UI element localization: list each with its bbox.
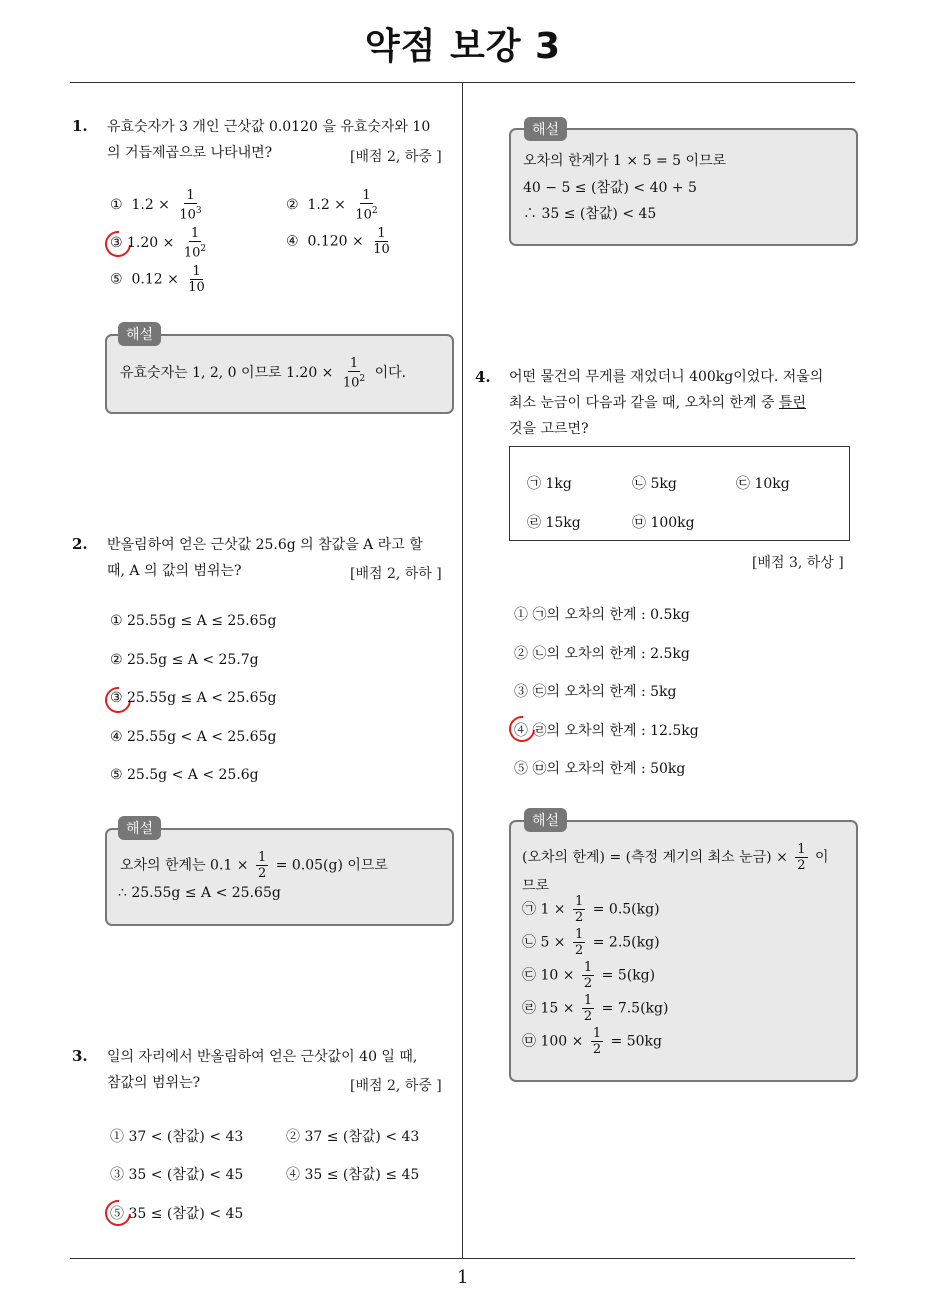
q3-option-5[interactable]: ⑤ 35 ≤ (참값) < 45 [110, 1206, 244, 1222]
q4-option-3[interactable]: ③ ㉢의 오차의 한계 : 5kg [514, 684, 677, 700]
page-title: 약점 보강 3 [364, 26, 562, 67]
option-expr: 1.2 × [307, 197, 346, 214]
option-mark: ④ [286, 233, 299, 250]
option-expr: 0.120 × [307, 233, 364, 250]
q2-meta: [배점 2, 하하 ] [350, 566, 442, 582]
q4-solution-row: ㉡ 5 × $\frac{1}{2}$ = 2.5(kg) [522, 927, 660, 958]
q4-line1: 어떤 물건의 무게를 재었더니 400kg이었다. 저울의 [509, 369, 824, 385]
scale-item: ㉡ 5kg [632, 476, 677, 492]
option-mark: ① [110, 197, 123, 214]
q4-solution-head: (오차의 한계) = (측정 계기의 최소 눈금) × $\frac{1}{2}$ 이 [522, 842, 829, 873]
q1-option-4[interactable] [286, 226, 395, 257]
fraction: $\frac{1}{10^2}$ [355, 188, 378, 223]
q4-option-1[interactable]: ① ㉠의 오차의 한계 : 0.5kg [514, 607, 690, 623]
scale-item: ㉠ 1kg [527, 476, 572, 492]
q2-option-5[interactable]: ⑤ 25.5g < A < 25.6g [110, 767, 259, 783]
option-mark: ⑤ [110, 271, 123, 288]
q1-line2: 의 거듭제곱으로 나타내면? [107, 145, 273, 161]
q1-option-1[interactable] [110, 188, 207, 222]
q1-number: 1. [72, 117, 88, 135]
option-expr: 1.2 × [131, 197, 170, 214]
q4-line2: 최소 눈금이 다음과 같을 때, 오차의 한계 중 틀린 [509, 395, 807, 411]
fraction: $\frac{1}{2}$ [257, 850, 267, 881]
scale-item: ㉤ 100kg [632, 515, 695, 531]
option-mark: ③ [110, 235, 123, 252]
q2-solution-line2: ∴ 25.55g ≤ A < 25.65g [118, 885, 281, 901]
fraction: $\frac{1}{2}$ [797, 842, 806, 873]
q4-solution-row: ㉣ 15 × $\frac{1}{2}$ = 7.5(kg) [522, 993, 669, 1024]
q4-solution-row: ㉢ 10 × $\frac{1}{2}$ = 5(kg) [522, 960, 656, 991]
underlined-word: 틀린 [778, 395, 807, 411]
q2-solution-line1: 오차의 한계는 0.1 × $\frac{1}{2}$ = 0.05(g) 이므로 [120, 850, 388, 881]
q2-line2: 때, A 의 값의 범위는? [107, 563, 242, 579]
scale-item: ㉢ 10kg [736, 476, 790, 492]
q1-meta: [배점 2, 하중 ] [350, 149, 442, 165]
q2-option-2[interactable]: ② 25.5g ≤ A < 25.7g [110, 652, 259, 668]
option-expr: 1.20 × [127, 235, 175, 252]
q3-option-4[interactable]: ④ 35 ≤ (참값) ≤ 45 [286, 1167, 420, 1183]
q3-meta: [배점 2, 하중 ] [350, 1078, 442, 1094]
q2-number: 2. [72, 535, 88, 553]
column-divider [462, 83, 463, 1258]
fraction: $\frac{1}{10^2}$ [342, 356, 366, 391]
q4-solution-head-2: 므로 [522, 878, 550, 894]
q3-option-2[interactable]: ② 37 ≤ (참값) < 43 [286, 1129, 420, 1145]
fraction: $\frac{1}{10}$ [373, 226, 390, 257]
q4-meta: [배점 3, 하상 ] [752, 555, 844, 571]
footer-rule [70, 1258, 855, 1259]
fraction: $\frac{1}{10}$ [188, 264, 205, 295]
q2-option-4[interactable]: ④ 25.55g < A < 25.65g [110, 729, 277, 745]
q4-solution-row: ㉠ 1 × $\frac{1}{2}$ = 0.5(kg) [522, 894, 660, 925]
q1-option-3[interactable] [110, 226, 211, 260]
q3-number: 3. [72, 1047, 88, 1065]
q1-solution-tag: 해설 [118, 322, 161, 346]
q2-option-1[interactable]: ① 25.55g ≤ A ≤ 25.65g [110, 613, 277, 629]
option-expr: 0.12 × [131, 271, 179, 288]
page-number: 1 [457, 1267, 469, 1288]
q1-solution-text: 유효숫자는 1, 2, 0 이므로 1.20 × $\frac{1}{10^2}$ 이다. [120, 356, 407, 391]
q3-solution-line2: 40 − 5 ≤ (참값) < 40 + 5 [523, 180, 697, 196]
q3-solution-line3: ∴ 35 ≤ (참값) < 45 [523, 206, 657, 222]
q3-line2: 참값의 범위는? [107, 1075, 201, 1091]
fraction: $\frac{1}{2}$ [583, 993, 593, 1024]
fraction: $\frac{1}{2}$ [575, 894, 584, 925]
fraction: $\frac{1}{2}$ [583, 960, 593, 991]
q4-option-4[interactable]: ④ ㉣의 오차의 한계 : 12.5kg [514, 723, 699, 739]
q3-solution-line1: 오차의 한계가 1 × 5 = 5 이므로 [523, 153, 727, 169]
q4-line3: 것을 고르면? [509, 421, 589, 437]
q1-option-5[interactable] [110, 264, 210, 295]
q4-solution-tag: 해설 [524, 808, 567, 832]
q2-line1: 반올림하여 얻은 근삿값 25.6g 의 참값을 A 라고 할 [107, 537, 423, 553]
fraction: $\frac{1}{2}$ [592, 1026, 602, 1057]
q3-option-3[interactable]: ③ 35 < (참값) < 45 [110, 1167, 244, 1183]
fraction: $\frac{1}{10^3}$ [179, 188, 202, 223]
q1-option-2[interactable] [286, 188, 383, 222]
q1-line1: 유효숫자가 3 개인 근삿값 0.0120 을 유효숫자와 10 [107, 119, 431, 135]
q4-option-2[interactable]: ② ㉡의 오차의 한계 : 2.5kg [514, 646, 690, 662]
scale-item: ㉣ 15kg [527, 515, 581, 531]
fraction: $\frac{1}{10^2}$ [183, 226, 207, 261]
q4-number: 4. [475, 368, 491, 386]
q4-solution-row: ㉤ 100 × $\frac{1}{2}$ = 50kg [522, 1026, 662, 1057]
q2-option-3[interactable]: ③ 25.55g ≤ A < 25.65g [110, 690, 277, 706]
option-mark: ② [286, 197, 299, 214]
q3-option-1[interactable]: ① 37 < (참값) < 43 [110, 1129, 244, 1145]
q4-option-5[interactable]: ⑤ ㉤의 오차의 한계 : 50kg [514, 761, 686, 777]
fraction: $\frac{1}{2}$ [575, 927, 584, 958]
q2-solution-tag: 해설 [118, 816, 161, 840]
q3-solution-tag: 해설 [524, 117, 567, 141]
q3-line1: 일의 자리에서 반올림하여 얻은 근삿값이 40 일 때, [107, 1049, 418, 1065]
